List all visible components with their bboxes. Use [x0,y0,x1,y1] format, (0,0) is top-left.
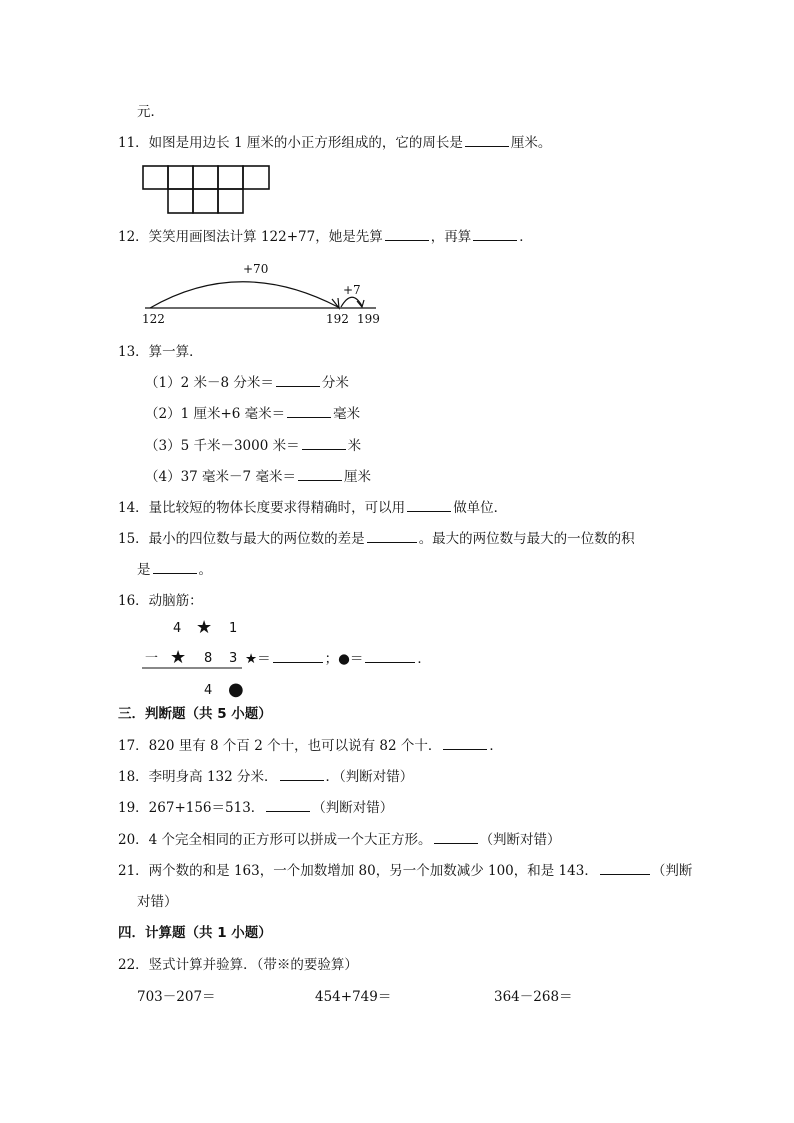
q15-line2-text: 是 [137,562,151,578]
question-15 [118,530,635,548]
q13-item-text: （4）37 毫米－7 毫米＝ [145,469,296,485]
q14-answer-blank[interactable] [407,499,451,512]
q13-title: 13．算一算． [118,344,203,360]
q12-text: 12．笑笑用画图法计算 122+77，她是先算 [118,229,383,245]
q22-title: 22．竖式计算并验算．（带※的要验算） [118,957,358,973]
q13-item-text: （1）2 米－8 分米＝ [145,375,274,391]
q18-text: 18．李明身高 132 分米． [118,769,278,785]
digit: 4 [204,683,213,698]
q15-blank-2[interactable] [153,561,197,574]
q19-end: （判断对错） [312,800,394,816]
q20-text: 20．4 个完全相同的正方形可以拼成一个大正方形。 [118,832,432,848]
q21-end: （判断 [651,863,693,879]
circle-icon: ● [228,679,244,700]
q13-item-text: （3）5 千米－3000 米＝ [145,438,300,454]
q19-text: 19．267+156＝513． [118,800,265,816]
q15-text: 15．最小的四位数与最大的两位数的差是 [118,531,365,547]
tick-label-middle: 192 [326,312,349,326]
q21-text: 21．两个数的和是 163，一个加数增加 80，另一个加数减少 100，和是 143． [118,863,598,879]
q13-blank-3[interactable] [302,437,346,450]
q16-star-label: ★＝ [245,651,271,667]
jump-arc-70 [150,282,338,308]
digit: 1 [229,621,238,636]
q13-item-unit: 米 [347,438,362,454]
q13-item-unit: 毫米 [333,406,361,422]
jump-arc-7 [341,297,362,307]
q13-item-unit: 厘米 [343,469,371,485]
q12-end: ． [519,229,533,245]
square [143,166,168,189]
star-icon: ★ [196,617,213,638]
star-icon: ★ [170,647,187,668]
q13-item-4 [145,468,371,486]
q13-item-2 [145,405,360,423]
square [168,166,193,189]
square [193,189,218,213]
square [168,189,193,213]
q12-blank-2[interactable] [473,228,517,241]
tick-label-start: 122 [142,312,165,326]
q16-dot-label: ●＝ [338,651,364,667]
q16-star-blank[interactable] [273,650,323,663]
arrow-head-icon [332,298,339,308]
q16-answers [245,650,431,668]
question-12 [118,228,533,246]
question-21-line2: 对错） [137,894,178,910]
digit: 8 [204,651,213,666]
q12-blank-1[interactable] [385,228,429,241]
q21-answer-blank[interactable] [600,862,650,875]
question-19 [118,799,393,817]
minus-sign: 一 [145,651,159,666]
q11-text: 11．如图是用边长 1 厘米的小正方形组成的，它的周长是 [118,135,463,151]
q14-text: 14．量比较短的物体长度要求得精确时，可以用 [118,500,406,516]
tick-label-end: 199 [357,312,380,326]
q15-line2-end: 。 [198,562,212,578]
section-heading-judgement: 三．判断题（共 5 小题） [118,706,272,722]
q16-end: ． [417,651,431,667]
q13-blank-1[interactable] [276,374,320,387]
question-14 [118,499,507,517]
question-18 [118,768,413,786]
q11-squares-figure [142,165,272,215]
question-17 [118,737,503,755]
q20-end: （判断对错） [479,832,561,848]
q11-answer-blank[interactable] [465,134,509,147]
q22-item-1: 703－207＝ [137,989,216,1005]
q12-number-line [140,258,390,330]
q13-item-unit: 分米 [321,375,349,391]
section-heading-calculation: 四．计算题（共 1 小题） [118,925,272,941]
digit: 4 [173,621,182,636]
q16-dot-blank[interactable] [365,650,415,663]
q11-unit: 厘米。 [510,135,552,151]
q18-end: ．（判断对错） [325,769,414,785]
question-20 [118,831,561,849]
q17-text: 17．820 里有 8 个百 2 个十，也可以说有 82 个十． [118,738,442,754]
square [218,166,243,189]
q16-separator: ； [324,651,339,667]
q13-item-3 [145,437,361,455]
q12-mid: ，再算 [430,229,472,245]
q22-item-3: 364－268＝ [494,989,573,1005]
square [193,166,218,189]
q19-answer-blank[interactable] [266,799,310,812]
digit: 3 [229,651,238,666]
q17-answer-blank[interactable] [443,737,487,750]
q10-tail: 元． [137,104,164,120]
square [218,189,243,213]
q13-item-1 [145,374,349,392]
q15-blank-1[interactable] [367,530,417,543]
question-11 [118,134,551,152]
question-15-line2 [137,561,212,579]
q16-vertical-subtraction [140,612,260,702]
square [243,166,269,189]
jump-label-70: +70 [243,262,269,276]
q13-blank-4[interactable] [298,468,342,481]
question-21 [118,862,692,880]
q17-end: ． [489,738,503,754]
q18-answer-blank[interactable] [280,768,324,781]
q15-mid: 。最大的两位数与最大的一位数的积 [418,531,635,547]
q14-end: 做单位． [453,500,508,516]
q22-item-2: 454+749＝ [315,989,392,1005]
jump-label-7: +7 [343,283,361,297]
q16-title: 16．动脑筋： [118,593,203,609]
q13-blank-2[interactable] [287,405,331,418]
q13-item-text: （2）1 厘米+6 毫米＝ [145,406,286,422]
q20-answer-blank[interactable] [434,831,478,844]
